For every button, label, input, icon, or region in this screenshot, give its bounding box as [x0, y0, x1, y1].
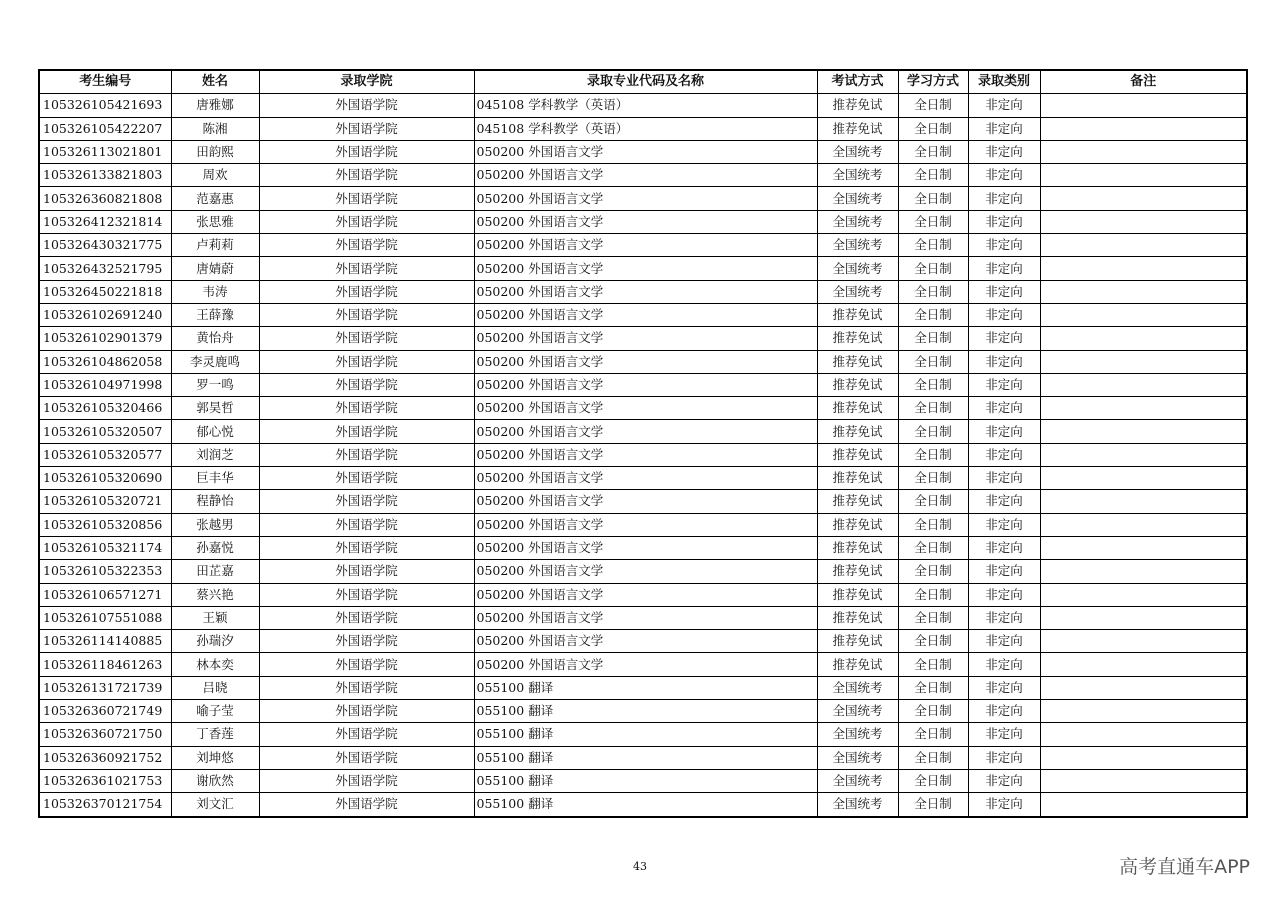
cell-student-id: 105326105320721: [39, 490, 171, 513]
cell-study-mode: 全日制: [898, 94, 968, 117]
cell-student-id: 105326105322353: [39, 560, 171, 583]
cell-college: 外国语学院: [259, 676, 474, 699]
cell-study-mode: 全日制: [898, 606, 968, 629]
cell-study-mode: 全日制: [898, 397, 968, 420]
cell-major: 055100 翻译: [474, 746, 817, 769]
cell-name: 王薛豫: [171, 303, 259, 326]
table-row: [39, 420, 1247, 443]
cell-admit-type: 非定向: [968, 420, 1040, 443]
cell-student-id: 105326412321814: [39, 210, 171, 233]
cell-college: 外国语学院: [259, 606, 474, 629]
cell-college: 外国语学院: [259, 280, 474, 303]
table-row: [39, 723, 1247, 746]
cell-college: 外国语学院: [259, 303, 474, 326]
cell-college: 外国语学院: [259, 350, 474, 373]
cell-exam-type: 全国统考: [817, 746, 898, 769]
cell-name: 李灵鹿鸣: [171, 350, 259, 373]
cell-student-id: 105326107551088: [39, 606, 171, 629]
page-number: 43: [633, 860, 647, 873]
cell-study-mode: 全日制: [898, 234, 968, 257]
cell-major: 050200 外国语言文学: [474, 606, 817, 629]
cell-major: 055100 翻译: [474, 793, 817, 817]
cell-student-id: 105326105422207: [39, 117, 171, 140]
table-row: [39, 257, 1247, 280]
cell-name: 陈湘: [171, 117, 259, 140]
cell-student-id: 105326105421693: [39, 94, 171, 117]
cell-admit-type: 非定向: [968, 560, 1040, 583]
cell-exam-type: 全国统考: [817, 793, 898, 817]
cell-admit-type: 非定向: [968, 140, 1040, 163]
table-row: [39, 140, 1247, 163]
cell-admit-type: 非定向: [968, 769, 1040, 792]
cell-name: 巨丰华: [171, 467, 259, 490]
cell-admit-type: 非定向: [968, 653, 1040, 676]
cell-remarks: [1040, 769, 1247, 792]
cell-study-mode: 全日制: [898, 746, 968, 769]
cell-exam-type: 全国统考: [817, 769, 898, 792]
cell-study-mode: 全日制: [898, 793, 968, 817]
cell-admit-type: 非定向: [968, 187, 1040, 210]
cell-name: 卢莉莉: [171, 234, 259, 257]
cell-remarks: [1040, 117, 1247, 140]
cell-name: 丁香莲: [171, 723, 259, 746]
cell-major: 050200 外国语言文学: [474, 350, 817, 373]
table-row: [39, 606, 1247, 629]
cell-exam-type: 推荐免试: [817, 350, 898, 373]
cell-study-mode: 全日制: [898, 140, 968, 163]
cell-study-mode: 全日制: [898, 630, 968, 653]
cell-college: 外国语学院: [259, 536, 474, 559]
cell-remarks: [1040, 303, 1247, 326]
table-row: [39, 467, 1247, 490]
cell-student-id: 105326105320507: [39, 420, 171, 443]
cell-college: 外国语学院: [259, 793, 474, 817]
cell-college: 外国语学院: [259, 327, 474, 350]
cell-admit-type: 非定向: [968, 467, 1040, 490]
cell-name: 韦涛: [171, 280, 259, 303]
cell-exam-type: 推荐免试: [817, 653, 898, 676]
cell-student-id: 105326360721749: [39, 700, 171, 723]
cell-college: 外国语学院: [259, 234, 474, 257]
cell-study-mode: 全日制: [898, 676, 968, 699]
cell-college: 外国语学院: [259, 769, 474, 792]
cell-major: 050200 外国语言文学: [474, 164, 817, 187]
cell-college: 外国语学院: [259, 560, 474, 583]
cell-student-id: 105326105320577: [39, 443, 171, 466]
cell-remarks: [1040, 723, 1247, 746]
cell-remarks: [1040, 210, 1247, 233]
cell-study-mode: 全日制: [898, 536, 968, 559]
table-row: [39, 303, 1247, 326]
cell-major: 050200 外国语言文学: [474, 490, 817, 513]
cell-college: 外国语学院: [259, 210, 474, 233]
table-row: [39, 187, 1247, 210]
cell-remarks: [1040, 94, 1247, 117]
cell-exam-type: 推荐免试: [817, 536, 898, 559]
cell-student-id: 105326104971998: [39, 373, 171, 396]
cell-name: 喻子莹: [171, 700, 259, 723]
cell-remarks: [1040, 630, 1247, 653]
cell-name: 郭昊哲: [171, 397, 259, 420]
cell-study-mode: 全日制: [898, 117, 968, 140]
header-col-college: 录取学院: [259, 70, 474, 94]
cell-admit-type: 非定向: [968, 234, 1040, 257]
cell-major: 050200 外国语言文学: [474, 327, 817, 350]
cell-name: 刘坤悠: [171, 746, 259, 769]
cell-major: 050200 外国语言文学: [474, 560, 817, 583]
cell-major: 050200 外国语言文学: [474, 630, 817, 653]
table-row: [39, 676, 1247, 699]
cell-college: 外国语学院: [259, 513, 474, 536]
cell-college: 外国语学院: [259, 164, 474, 187]
cell-name: 孙嘉悦: [171, 536, 259, 559]
cell-exam-type: 推荐免试: [817, 560, 898, 583]
cell-exam-type: 推荐免试: [817, 467, 898, 490]
table-row: [39, 536, 1247, 559]
cell-major: 050200 外国语言文学: [474, 653, 817, 676]
table-row: [39, 490, 1247, 513]
cell-exam-type: 推荐免试: [817, 443, 898, 466]
cell-college: 外国语学院: [259, 653, 474, 676]
cell-exam-type: 推荐免试: [817, 583, 898, 606]
watermark: 高考直通车APP: [1119, 856, 1250, 878]
cell-exam-type: 全国统考: [817, 676, 898, 699]
cell-college: 外国语学院: [259, 257, 474, 280]
cell-study-mode: 全日制: [898, 373, 968, 396]
cell-major: 045108 学科教学（英语）: [474, 94, 817, 117]
cell-remarks: [1040, 397, 1247, 420]
cell-college: 外国语学院: [259, 117, 474, 140]
table-header-row: [39, 70, 1247, 94]
cell-remarks: [1040, 490, 1247, 513]
cell-name: 唐婧蔚: [171, 257, 259, 280]
cell-study-mode: 全日制: [898, 420, 968, 443]
cell-student-id: 105326105320690: [39, 467, 171, 490]
cell-major: 055100 翻译: [474, 700, 817, 723]
header-col-name: 姓名: [171, 70, 259, 94]
cell-remarks: [1040, 257, 1247, 280]
cell-admit-type: 非定向: [968, 327, 1040, 350]
header-col-admit-type: 录取类别: [968, 70, 1040, 94]
cell-name: 蔡兴艳: [171, 583, 259, 606]
cell-study-mode: 全日制: [898, 327, 968, 350]
table-row: [39, 769, 1247, 792]
cell-admit-type: 非定向: [968, 723, 1040, 746]
cell-admit-type: 非定向: [968, 583, 1040, 606]
cell-name: 郁心悦: [171, 420, 259, 443]
cell-admit-type: 非定向: [968, 210, 1040, 233]
cell-name: 田芷嘉: [171, 560, 259, 583]
cell-remarks: [1040, 583, 1247, 606]
header-col-remarks: 备注: [1040, 70, 1247, 94]
cell-exam-type: 推荐免试: [817, 606, 898, 629]
cell-admit-type: 非定向: [968, 676, 1040, 699]
cell-student-id: 105326105320856: [39, 513, 171, 536]
header-col-student-id: 考生编号: [39, 70, 171, 94]
table-row: [39, 210, 1247, 233]
cell-admit-type: 非定向: [968, 490, 1040, 513]
cell-admit-type: 非定向: [968, 164, 1040, 187]
cell-study-mode: 全日制: [898, 700, 968, 723]
cell-remarks: [1040, 280, 1247, 303]
table-row: [39, 793, 1247, 817]
cell-study-mode: 全日制: [898, 467, 968, 490]
table-row: [39, 397, 1247, 420]
cell-student-id: 105326360721750: [39, 723, 171, 746]
table-row: [39, 583, 1247, 606]
cell-remarks: [1040, 373, 1247, 396]
header-col-exam-type: 考试方式: [817, 70, 898, 94]
cell-major: 050200 外国语言文学: [474, 257, 817, 280]
cell-name: 谢欣然: [171, 769, 259, 792]
cell-exam-type: 推荐免试: [817, 94, 898, 117]
table-row: [39, 280, 1247, 303]
cell-student-id: 105326102691240: [39, 303, 171, 326]
cell-college: 外国语学院: [259, 490, 474, 513]
cell-college: 外国语学院: [259, 700, 474, 723]
cell-major: 050200 外国语言文学: [474, 420, 817, 443]
cell-major: 050200 外国语言文学: [474, 536, 817, 559]
cell-exam-type: 全国统考: [817, 140, 898, 163]
cell-major: 050200 外国语言文学: [474, 583, 817, 606]
cell-exam-type: 推荐免试: [817, 117, 898, 140]
cell-student-id: 105326360921752: [39, 746, 171, 769]
cell-study-mode: 全日制: [898, 583, 968, 606]
cell-name: 孙瑞汐: [171, 630, 259, 653]
cell-exam-type: 推荐免试: [817, 513, 898, 536]
cell-major: 055100 翻译: [474, 769, 817, 792]
cell-name: 林本奕: [171, 653, 259, 676]
cell-remarks: [1040, 560, 1247, 583]
table-row: [39, 700, 1247, 723]
cell-student-id: 105326370121754: [39, 793, 171, 817]
cell-admit-type: 非定向: [968, 630, 1040, 653]
cell-remarks: [1040, 606, 1247, 629]
cell-college: 外国语学院: [259, 94, 474, 117]
cell-exam-type: 全国统考: [817, 234, 898, 257]
cell-exam-type: 推荐免试: [817, 397, 898, 420]
cell-study-mode: 全日制: [898, 769, 968, 792]
cell-name: 黄怡舟: [171, 327, 259, 350]
cell-college: 外国语学院: [259, 746, 474, 769]
cell-student-id: 105326114140885: [39, 630, 171, 653]
cell-student-id: 105326133821803: [39, 164, 171, 187]
cell-study-mode: 全日制: [898, 723, 968, 746]
table-row: [39, 164, 1247, 187]
table-row: [39, 443, 1247, 466]
cell-major: 050200 外国语言文学: [474, 210, 817, 233]
cell-remarks: [1040, 653, 1247, 676]
cell-college: 外国语学院: [259, 140, 474, 163]
cell-college: 外国语学院: [259, 630, 474, 653]
cell-college: 外国语学院: [259, 723, 474, 746]
cell-remarks: [1040, 187, 1247, 210]
cell-study-mode: 全日制: [898, 443, 968, 466]
table-row: [39, 327, 1247, 350]
header-col-major: 录取专业代码及名称: [474, 70, 817, 94]
cell-exam-type: 推荐免试: [817, 630, 898, 653]
cell-exam-type: 全国统考: [817, 723, 898, 746]
cell-student-id: 105326105320466: [39, 397, 171, 420]
cell-college: 外国语学院: [259, 373, 474, 396]
cell-student-id: 105326104862058: [39, 350, 171, 373]
cell-student-id: 105326102901379: [39, 327, 171, 350]
cell-major: 050200 外国语言文学: [474, 280, 817, 303]
cell-name: 范嘉惠: [171, 187, 259, 210]
cell-college: 外国语学院: [259, 583, 474, 606]
cell-name: 程静怡: [171, 490, 259, 513]
table-row: [39, 94, 1247, 117]
header-col-study-mode: 学习方式: [898, 70, 968, 94]
cell-exam-type: 全国统考: [817, 187, 898, 210]
cell-major: 050200 外国语言文学: [474, 303, 817, 326]
cell-name: 吕晓: [171, 676, 259, 699]
table-row: [39, 653, 1247, 676]
cell-study-mode: 全日制: [898, 210, 968, 233]
cell-college: 外国语学院: [259, 467, 474, 490]
cell-student-id: 105326430321775: [39, 234, 171, 257]
table-row: [39, 746, 1247, 769]
cell-remarks: [1040, 700, 1247, 723]
cell-remarks: [1040, 536, 1247, 559]
cell-exam-type: 全国统考: [817, 280, 898, 303]
cell-major: 055100 翻译: [474, 676, 817, 699]
cell-remarks: [1040, 467, 1247, 490]
cell-remarks: [1040, 746, 1247, 769]
cell-exam-type: 推荐免试: [817, 420, 898, 443]
cell-admit-type: 非定向: [968, 257, 1040, 280]
cell-study-mode: 全日制: [898, 303, 968, 326]
cell-exam-type: 推荐免试: [817, 373, 898, 396]
cell-major: 050200 外国语言文学: [474, 513, 817, 536]
cell-study-mode: 全日制: [898, 490, 968, 513]
cell-remarks: [1040, 443, 1247, 466]
cell-study-mode: 全日制: [898, 560, 968, 583]
cell-student-id: 105326360821808: [39, 187, 171, 210]
cell-admit-type: 非定向: [968, 350, 1040, 373]
cell-exam-type: 推荐免试: [817, 327, 898, 350]
cell-student-id: 105326118461263: [39, 653, 171, 676]
cell-admit-type: 非定向: [968, 606, 1040, 629]
cell-study-mode: 全日制: [898, 653, 968, 676]
cell-major: 050200 外国语言文学: [474, 140, 817, 163]
cell-remarks: [1040, 420, 1247, 443]
table-row: [39, 234, 1247, 257]
cell-admit-type: 非定向: [968, 397, 1040, 420]
cell-student-id: 105326105321174: [39, 536, 171, 559]
cell-college: 外国语学院: [259, 420, 474, 443]
table-row: [39, 373, 1247, 396]
cell-name: 张思雅: [171, 210, 259, 233]
cell-name: 周欢: [171, 164, 259, 187]
cell-name: 刘文汇: [171, 793, 259, 817]
cell-study-mode: 全日制: [898, 513, 968, 536]
cell-college: 外国语学院: [259, 443, 474, 466]
cell-exam-type: 全国统考: [817, 700, 898, 723]
cell-study-mode: 全日制: [898, 164, 968, 187]
cell-exam-type: 全国统考: [817, 257, 898, 280]
cell-name: 王颖: [171, 606, 259, 629]
cell-major: 050200 外国语言文学: [474, 373, 817, 396]
cell-study-mode: 全日制: [898, 187, 968, 210]
cell-exam-type: 全国统考: [817, 164, 898, 187]
cell-major: 045108 学科教学（英语）: [474, 117, 817, 140]
cell-student-id: 105326106571271: [39, 583, 171, 606]
cell-admit-type: 非定向: [968, 117, 1040, 140]
cell-exam-type: 全国统考: [817, 210, 898, 233]
cell-admit-type: 非定向: [968, 700, 1040, 723]
cell-remarks: [1040, 793, 1247, 817]
cell-remarks: [1040, 234, 1247, 257]
cell-remarks: [1040, 327, 1247, 350]
cell-admit-type: 非定向: [968, 513, 1040, 536]
cell-remarks: [1040, 164, 1247, 187]
table-row: [39, 513, 1247, 536]
cell-student-id: 105326131721739: [39, 676, 171, 699]
cell-major: 055100 翻译: [474, 723, 817, 746]
cell-admit-type: 非定向: [968, 94, 1040, 117]
cell-remarks: [1040, 513, 1247, 536]
cell-remarks: [1040, 676, 1247, 699]
cell-admit-type: 非定向: [968, 303, 1040, 326]
cell-admit-type: 非定向: [968, 280, 1040, 303]
cell-exam-type: 推荐免试: [817, 303, 898, 326]
cell-study-mode: 全日制: [898, 280, 968, 303]
cell-admit-type: 非定向: [968, 536, 1040, 559]
cell-major: 050200 外国语言文学: [474, 187, 817, 210]
cell-student-id: 105326432521795: [39, 257, 171, 280]
cell-college: 外国语学院: [259, 187, 474, 210]
cell-name: 刘润芝: [171, 443, 259, 466]
cell-admit-type: 非定向: [968, 443, 1040, 466]
cell-admit-type: 非定向: [968, 373, 1040, 396]
cell-admit-type: 非定向: [968, 746, 1040, 769]
cell-study-mode: 全日制: [898, 257, 968, 280]
table-row: [39, 560, 1247, 583]
cell-college: 外国语学院: [259, 397, 474, 420]
cell-major: 050200 外国语言文学: [474, 397, 817, 420]
cell-name: 罗一鸣: [171, 373, 259, 396]
cell-name: 张越男: [171, 513, 259, 536]
cell-exam-type: 推荐免试: [817, 490, 898, 513]
table-body: [39, 94, 1247, 817]
cell-major: 050200 外国语言文学: [474, 443, 817, 466]
cell-name: 唐雅娜: [171, 94, 259, 117]
cell-remarks: [1040, 140, 1247, 163]
cell-admit-type: 非定向: [968, 793, 1040, 817]
admission-table: [38, 69, 1248, 818]
cell-study-mode: 全日制: [898, 350, 968, 373]
cell-student-id: 105326450221818: [39, 280, 171, 303]
table-row: [39, 350, 1247, 373]
cell-student-id: 105326361021753: [39, 769, 171, 792]
cell-major: 050200 外国语言文学: [474, 467, 817, 490]
table-row: [39, 117, 1247, 140]
table-row: [39, 630, 1247, 653]
cell-name: 田韵熙: [171, 140, 259, 163]
cell-student-id: 105326113021801: [39, 140, 171, 163]
cell-major: 050200 外国语言文学: [474, 234, 817, 257]
cell-remarks: [1040, 350, 1247, 373]
